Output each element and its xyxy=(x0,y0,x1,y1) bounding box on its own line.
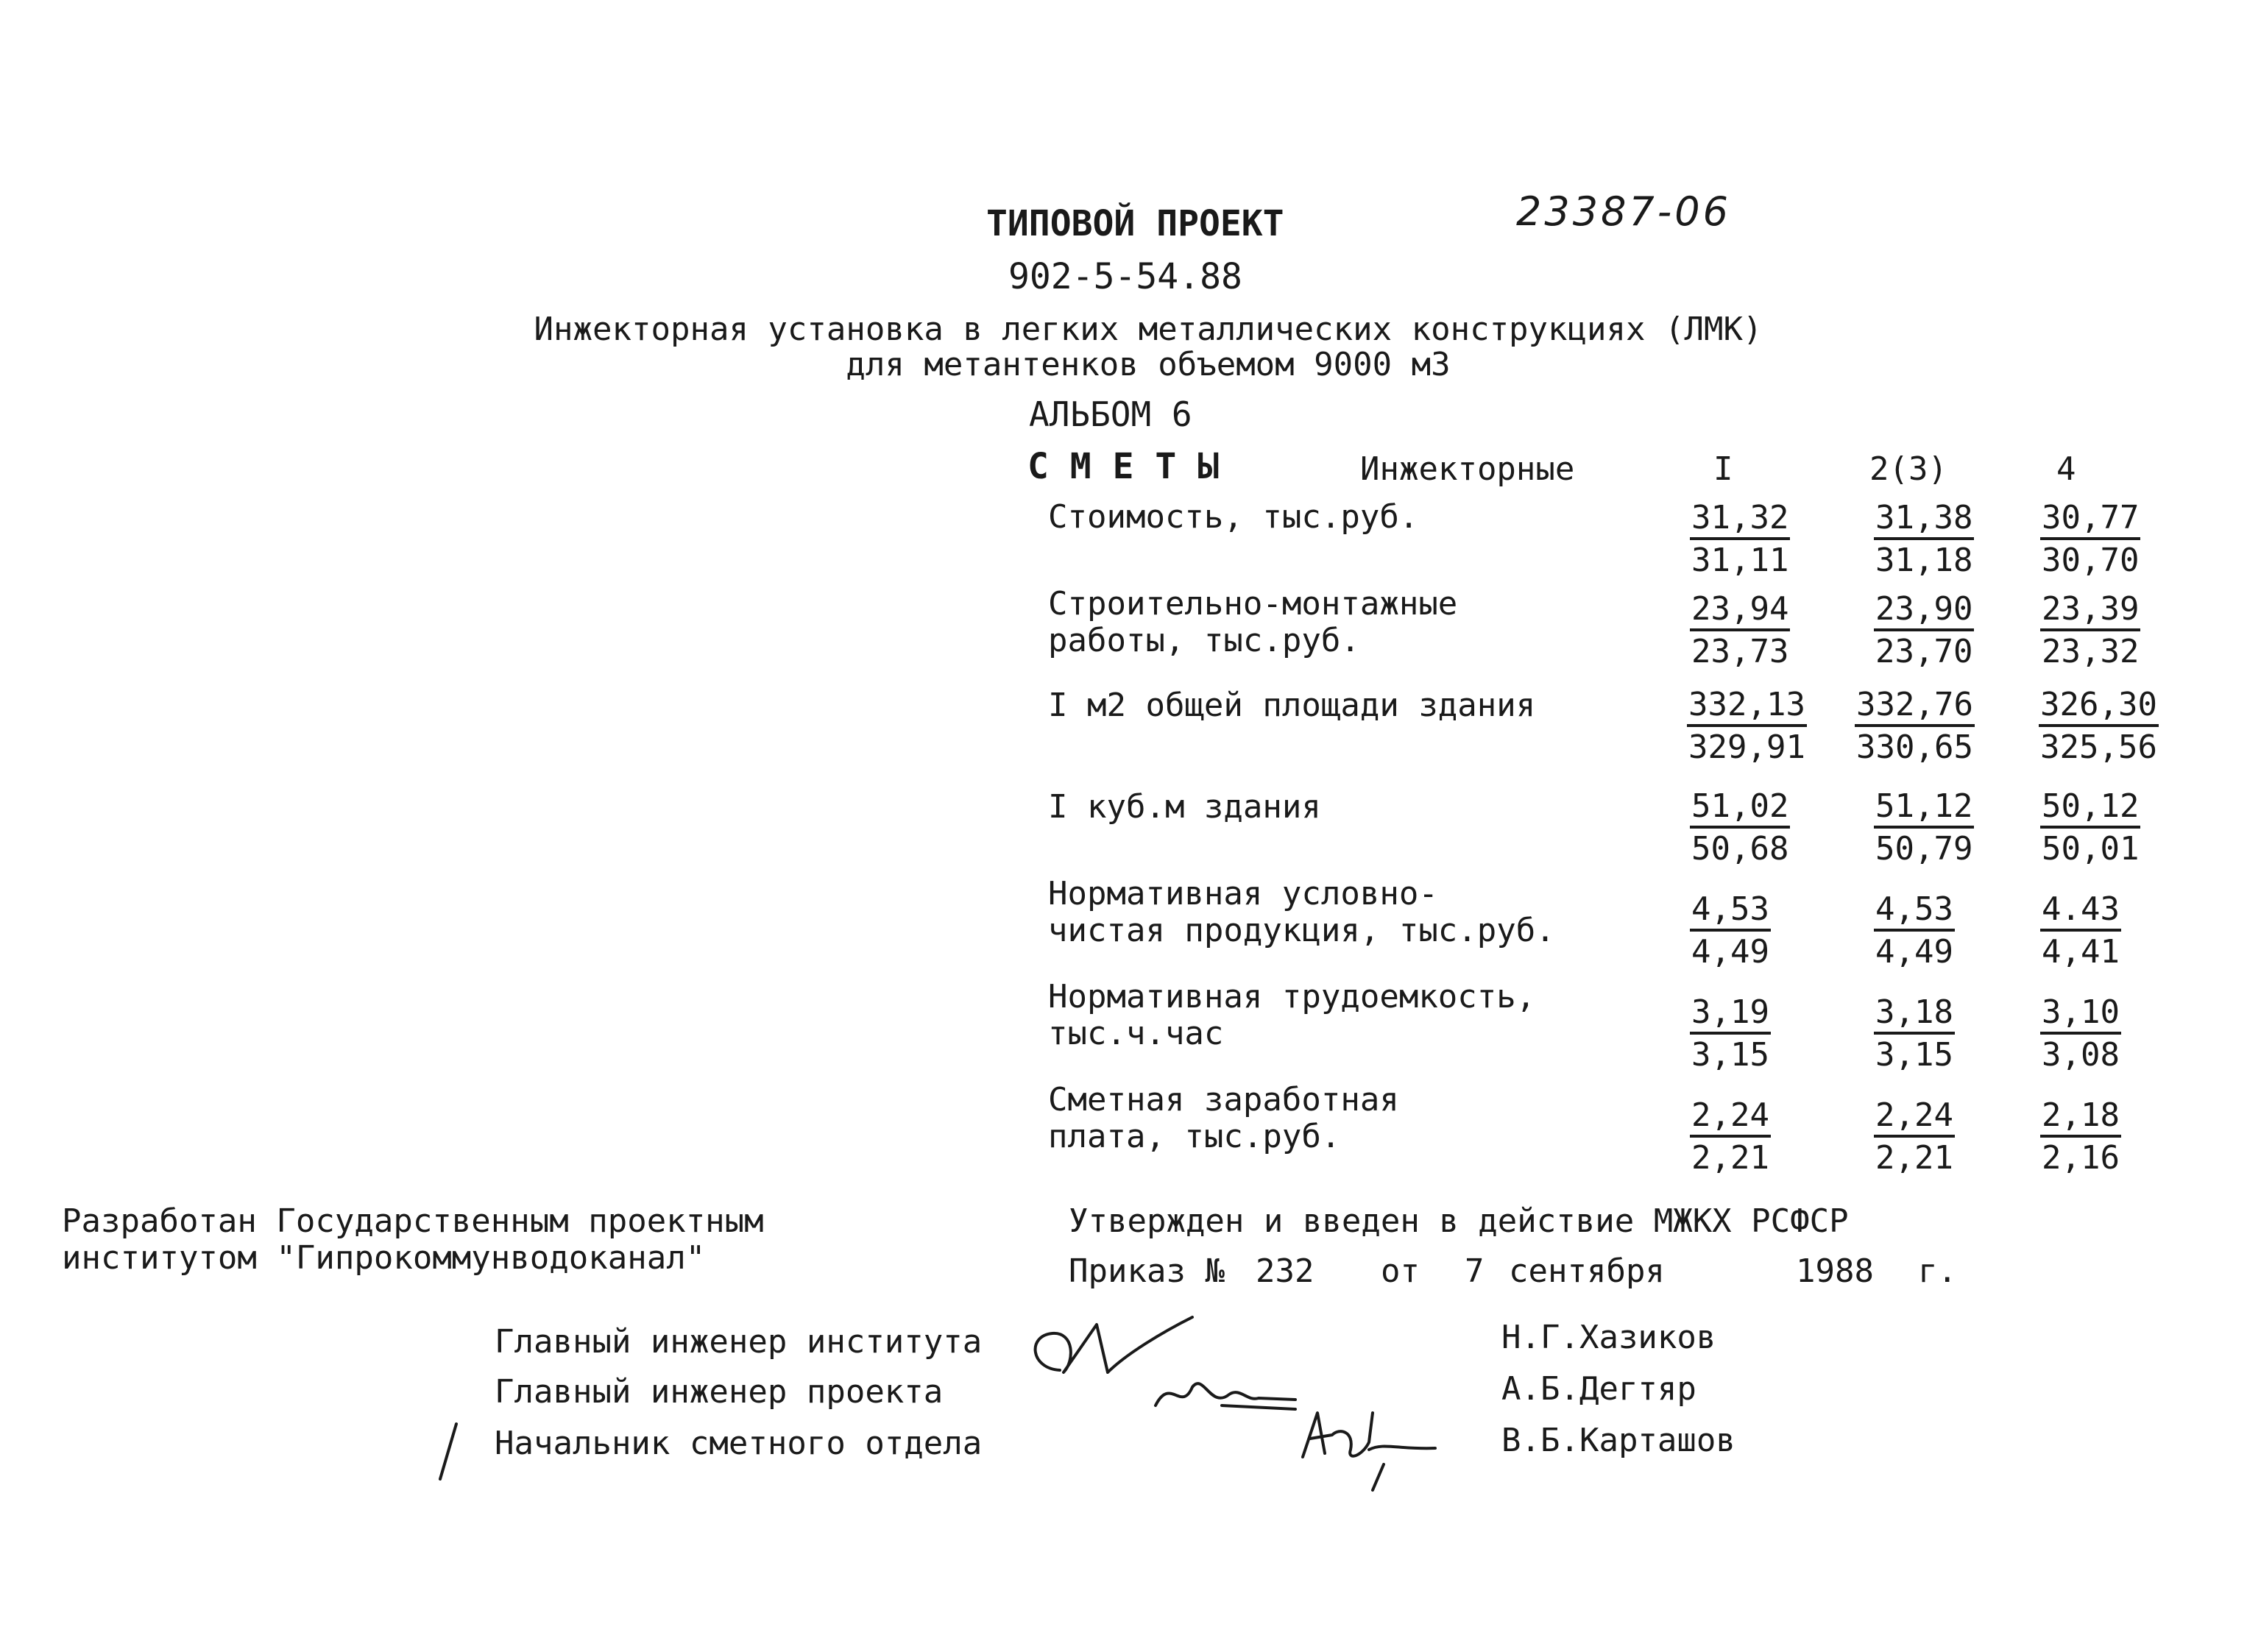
column-header-3: 4 xyxy=(2056,450,2076,488)
row-label: Нормативная условно- чистая продукция, тыс.руб. xyxy=(1048,875,1555,949)
numerator: 23,94 xyxy=(1690,590,1790,631)
value-fraction xyxy=(2040,890,2173,973)
signatory-name: Н.Г.Хазиков xyxy=(1501,1319,1716,1356)
numerator: 3,19 xyxy=(1690,993,1771,1035)
numerator: 4.43 xyxy=(2040,890,2121,932)
developer-line1: Разработан Государственным проектным xyxy=(62,1202,764,1240)
value-fraction xyxy=(1874,1096,2006,1179)
signature-head-estimates xyxy=(1288,1398,1479,1494)
column-header-1: I xyxy=(1713,450,1733,488)
value-fraction xyxy=(1874,787,2006,870)
denominator: 31,18 xyxy=(1875,542,1973,579)
numerator: 23,39 xyxy=(2040,590,2140,631)
numerator: 51,02 xyxy=(1690,787,1790,829)
numerator: 30,77 xyxy=(2040,499,2140,540)
stroke-mark xyxy=(434,1420,464,1486)
order-year: 1988 xyxy=(1796,1252,1874,1290)
project-subtitle-line2: для метантенков объемом 9000 м3 xyxy=(846,346,1451,383)
denominator: 23,73 xyxy=(1691,633,1789,670)
value-fraction xyxy=(2040,590,2173,673)
numerator: 4,53 xyxy=(1874,890,1955,932)
value-fraction xyxy=(1874,890,2006,973)
row-label: Сметная заработная плата, тыс.руб. xyxy=(1048,1081,1399,1155)
signatory-position: Главный инженер института xyxy=(495,1323,983,1361)
denominator: 2,21 xyxy=(1691,1139,1769,1177)
numerator: 3,18 xyxy=(1874,993,1955,1035)
approval-line: Утвержден и введен в действие МЖКХ РСФСР xyxy=(1069,1202,1849,1240)
value-fraction xyxy=(1690,499,1822,581)
value-fraction xyxy=(1690,890,1822,973)
estimates-column-header: Инжекторные xyxy=(1360,450,1575,488)
numerator: 3,10 xyxy=(2040,993,2121,1035)
denominator: 3,08 xyxy=(2042,1036,2120,1074)
denominator: 4,49 xyxy=(1875,933,1953,971)
denominator: 4,49 xyxy=(1691,933,1769,971)
numerator: 326,30 xyxy=(2039,686,2159,727)
denominator: 23,32 xyxy=(2042,633,2140,670)
denominator: 2,21 xyxy=(1875,1139,1953,1177)
order-day: 7 xyxy=(1465,1252,1485,1290)
denominator: 30,70 xyxy=(2042,542,2140,579)
value-fraction xyxy=(2039,686,2193,768)
denominator: 325,56 xyxy=(2040,728,2157,766)
denominator: 4,41 xyxy=(2042,933,2120,971)
document-title: ТИПОВОЙ ПРОЕКТ xyxy=(986,203,1284,244)
denominator: 23,70 xyxy=(1875,633,1973,670)
value-fraction xyxy=(1874,993,2006,1076)
value-fraction xyxy=(1690,1096,1822,1179)
column-header-2: 2(3) xyxy=(1869,450,1947,488)
numerator: 332,76 xyxy=(1855,686,1975,727)
denominator: 50,68 xyxy=(1691,830,1789,868)
denominator: 3,15 xyxy=(1691,1036,1769,1074)
numerator: 2,24 xyxy=(1690,1096,1771,1138)
numerator: 2,24 xyxy=(1874,1096,1955,1138)
row-label: Нормативная трудоемкость, тыс.ч.час xyxy=(1048,978,1536,1052)
value-fraction xyxy=(1874,590,2006,673)
numerator: 2,18 xyxy=(2040,1096,2121,1138)
denominator: 31,11 xyxy=(1691,542,1789,579)
row-label: I м2 общей площади здания xyxy=(1048,687,1536,724)
value-fraction xyxy=(2040,993,2173,1076)
denominator: 329,91 xyxy=(1688,728,1805,766)
denominator: 50,01 xyxy=(2042,830,2140,868)
numerator: 50,12 xyxy=(2040,787,2140,829)
numerator: 51,12 xyxy=(1874,787,1974,829)
numerator: 332,13 xyxy=(1687,686,1807,727)
archive-number: 23387-06 xyxy=(1516,188,1731,235)
numerator: 23,90 xyxy=(1874,590,1974,631)
signatory-name: А.Б.Дегтяр xyxy=(1501,1370,1696,1408)
numerator: 31,32 xyxy=(1690,499,1790,540)
value-fraction xyxy=(2040,499,2173,581)
row-label: I куб.м здания xyxy=(1048,788,1321,826)
value-fraction xyxy=(1874,499,2006,581)
denominator: 2,16 xyxy=(2042,1139,2120,1177)
project-subtitle-line1: Инжекторная установка в легких металлических конструкциях (ЛМК) xyxy=(534,311,1763,348)
order-month: сентября xyxy=(1509,1252,1665,1290)
estimates-title: С М Е Т Ы xyxy=(1027,446,1220,487)
value-fraction xyxy=(1690,590,1822,673)
signatory-position: Начальник сметного отдела xyxy=(495,1425,983,1462)
row-label: Строительно-монтажные работы, тыс.руб. xyxy=(1048,585,1458,659)
order-year-suffix: г. xyxy=(1918,1252,1957,1290)
denominator: 50,79 xyxy=(1875,830,1973,868)
order-label: Приказ № xyxy=(1069,1252,1225,1290)
value-fraction xyxy=(1690,993,1822,1076)
album-label: АЛЬБОМ 6 xyxy=(1029,394,1192,434)
denominator: 330,65 xyxy=(1856,728,1973,766)
numerator: 4,53 xyxy=(1690,890,1771,932)
denominator: 3,15 xyxy=(1875,1036,1953,1074)
order-from-label: от xyxy=(1381,1252,1420,1290)
value-fraction xyxy=(1855,686,2009,768)
value-fraction xyxy=(2040,1096,2173,1179)
project-code: 902-5-54.88 xyxy=(1008,256,1242,297)
value-fraction xyxy=(2040,787,2173,870)
value-fraction xyxy=(1687,686,1841,768)
numerator: 31,38 xyxy=(1874,499,1974,540)
order-number: 232 xyxy=(1256,1252,1315,1290)
row-label: Стоимость, тыс.руб. xyxy=(1048,498,1419,536)
developer-line2: институтом "Гипрокоммунводоканал" xyxy=(62,1239,706,1277)
signatory-name: В.Б.Карташов xyxy=(1501,1422,1735,1459)
signatory-position: Главный инженер проекта xyxy=(495,1373,944,1411)
value-fraction xyxy=(1690,787,1822,870)
